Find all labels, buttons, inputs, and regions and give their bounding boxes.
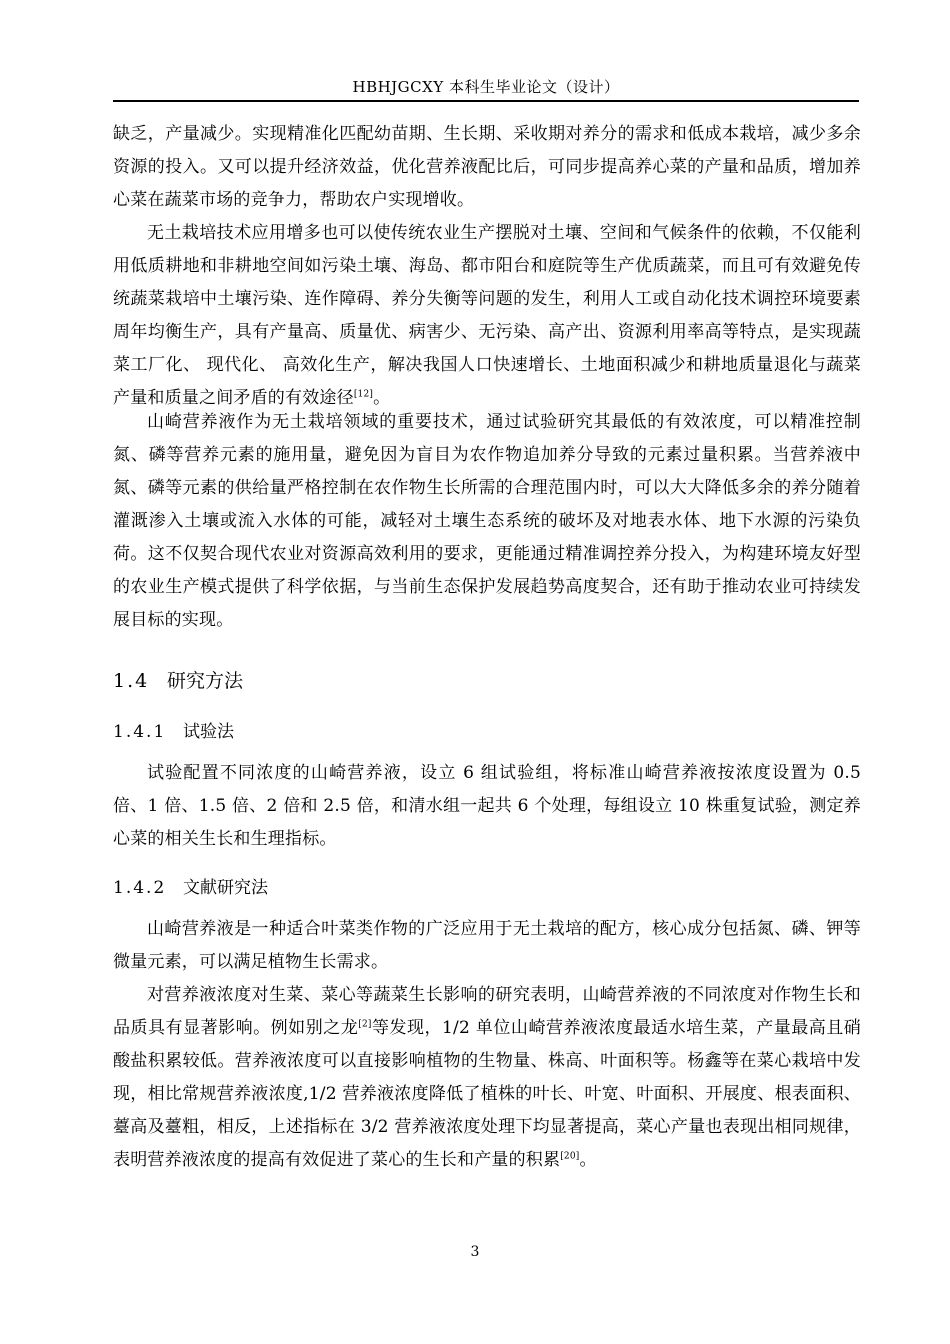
citation-20: [20] [560, 1151, 580, 1162]
page-number: 3 [470, 1244, 480, 1260]
paragraph-5: 山崎营养液是一种适合叶菜类作物的广泛应用于无土栽培的配方，核心成分包括氮、磷、钾等微量元素，可以满足植物生长需求。 [113, 919, 861, 972]
section-number: 1.4 [113, 670, 150, 692]
paragraph-2 [113, 217, 861, 415]
paragraph-6-text-b: 等发现，1/2 单位山崎营养液浓度最适水培生菜，产量最高且硝酸盐积累较低。营养液浓度可以直接影响植物的生物量、株高、叶面积等。杨鑫等在菜心栽培中发现，相比常规营养液浓度,1/2 营养液浓度降低了植株的叶长、叶宽、叶面积、开展度、根表面积、薹高及薹粗，相反，上述指标在 3/2 营养液浓度处理下均显著提高，菜心产量也表现出相同规律，表明营养液浓度的提高有效促进了菜心的生长和产量的积累 [113, 1018, 861, 1170]
running-header: HBHJGCXY 本科生毕业论文（设计） [352, 78, 620, 96]
subsection-heading-1-4-2 [113, 877, 268, 899]
paragraph-2-end: 。 [373, 388, 391, 408]
subsection-number: 1.4.1 [113, 722, 167, 742]
paragraph-2-text: 无土栽培技术应用增多也可以使传统农业生产摆脱对土壤、空间和气候条件的依赖，不仅能利用低质耕地和非耕地空间如污染土壤、海岛、都市阳台和庭院等生产优质蔬菜，而且可有效避免传统蔬菜栽培中土壤污染、连作障碍、养分失衡等问题的发生，利用人工或自动化技术调控环境要素周年均衡生产，具有产量高、质量优、病害少、无污染、高产出、资源利用率高等特点，是实现蔬菜工厂化、 现代化、 高效化生产，解决我国人口快速增长、土地面积减少和耕地质量退化与蔬菜产量和质量之间矛盾的有效途径 [113, 223, 861, 408]
paragraph-3: 山崎营养液作为无土栽培领域的重要技术，通过试验研究其最低的有效浓度，可以精准控制氮、磷等营养元素的施用量，避免因为盲目为农作物追加养分导致的元素过量积累。当营养液中氮、磷等元素的供给量严格控制在农作物生长所需的合理范围内时，可以大大降低多余的养分随着灌溉渗入土壤或流入水体的可能，减轻对土壤生态系统的破坏及对地表水体、地下水源的污染负荷。这不仅契合现代农业对资源高效利用的要求，更能通过精准调控养分投入，为构建环境友好型的农业生产模式提供了科学依据，与当前生态保护发展趋势高度契合，还有助于推动农业可持续发展目标的实现。 [113, 412, 861, 630]
header-rule [113, 100, 859, 102]
paragraph-6 [113, 979, 861, 1177]
citation-2: [2] [358, 1019, 372, 1030]
subsection-number: 1.4.2 [113, 878, 167, 898]
paragraph-4: 试验配置不同浓度的山崎营养液，设立 6 组试验组，将标准山崎营养液按浓度设置为 0.5 倍、1 倍、1.5 倍、2 倍和 2.5 倍，和清水组一起共 6 个处理，每组设立 10 株重复试验，测定养心菜的相关生长和生理指标。 [113, 763, 861, 849]
subsection-heading-1-4-1 [113, 721, 234, 743]
section-heading-1-4 [113, 669, 243, 693]
paragraph-6-end: 。 [579, 1150, 597, 1170]
section-title: 研究方法 [167, 670, 244, 692]
subsection-title: 试验法 [183, 722, 234, 742]
paragraph-1: 缺乏，产量减少。实现精准化匹配幼苗期、生长期、采收期对养分的需求和低成本栽培，减少多余资源的投入。又可以提升经济效益，优化营养液配比后，可同步提高养心菜的产量和品质，增加养心菜在蔬菜市场的竞争力，帮助农户实现增收。 [113, 124, 861, 210]
paragraph-6-text-a: 对营养液浓度对生菜、菜心等蔬菜生长影响的研究表明，山崎营养液的不同浓度对作物生长和品质具有显著影响。例如别之龙 [113, 985, 861, 1038]
subsection-title: 文献研究法 [183, 878, 268, 898]
citation-12: [12] [353, 389, 374, 400]
